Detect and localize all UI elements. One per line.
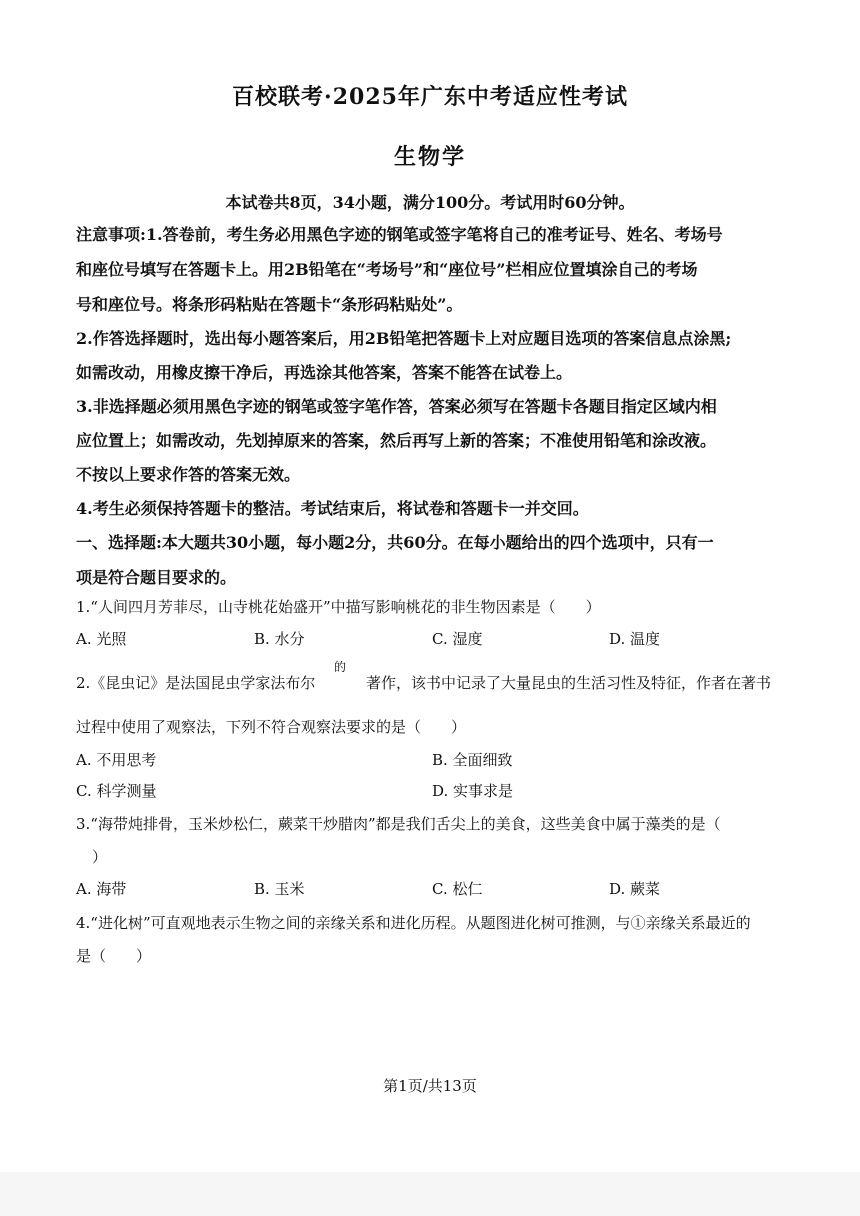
question-3-option-d: D. 蕨菜 [609, 880, 661, 898]
question-1-option-d: D. 温度 [609, 630, 661, 648]
notice-line: 如需改动，用橡皮擦干净后，再选涂其他答案，答案不能答在试卷上。 [76, 363, 573, 382]
notice-line: 4.考生必须保持答题卡的整洁。考试结束后，将试卷和答题卡一并交回。 [76, 499, 589, 518]
question-1-option-c: C. 湿度 [432, 630, 483, 648]
page-bottom-margin [0, 1172, 860, 1216]
question-3-option-b: B. 玉米 [254, 880, 305, 898]
question-2-option-c: C. 科学测量 [76, 782, 157, 800]
question-2-stem-de: 的 [334, 660, 347, 674]
question-4-stem-line2: 是（ ） [76, 947, 152, 965]
section-heading-cont: 项是符合题目要求的。 [76, 568, 237, 587]
question-2-stem-line2: 过程中使用了观察法，下列不符合观察法要求的是（ ） [76, 718, 467, 736]
question-3-stem: 3.“海带炖排骨，玉米炒松仁，蕨菜干炒腊肉”都是我们舌尖上的美食，这些美食中属于藻类的是（ [76, 815, 721, 833]
notice-line: 2.作答选择题时，选出每小题答案后，用2B铅笔把答题卡上对应题目选项的答案信息点涂黑; [76, 329, 732, 348]
page-number: 第1页/共13页 [383, 1077, 477, 1095]
notice-line: 注意事项:1.答卷前，考生务必用黑色字迹的钢笔或签字笔将自己的准考证号、姓名、考场号 [76, 225, 723, 244]
notice-line: 和座位号填写在答题卡上。用2B铅笔在“考场号”和“座位号”栏相应位置填涂自己的考场 [76, 260, 698, 279]
question-2-option-d: D. 实事求是 [432, 782, 514, 800]
question-2-option-b: B. 全面细致 [432, 751, 513, 769]
notice-line: 应位置上；如需改动，先划掉原来的答案，然后再写上新的答案；不准使用铅笔和涂改液。 [76, 431, 717, 450]
question-3-stem-close: ） [92, 848, 108, 866]
question-3-option-c: C. 松仁 [432, 880, 483, 898]
exam-title: 百校联考·2025年广东中考适应性考试 [232, 84, 628, 110]
question-2-option-a: A. 不用思考 [76, 751, 157, 769]
notice-line: 3.非选择题必须用黑色字迹的钢笔或签字笔作答，答案必须写在答题卡各题目指定区域内相 [76, 397, 717, 416]
question-2-stem-part1: 2.《昆虫记》是法国昆虫学家法布尔 [76, 674, 316, 692]
question-1-stem: 1.“人间四月芳菲尽，山寺桃花始盛开”中描写影响桃花的非生物因素是（ ） [76, 598, 601, 616]
exam-info: 本试卷共8页，34小题，满分100分。考试用时60分钟。 [225, 193, 635, 212]
notice-line: 号和座位号。将条形码粘贴在答题卡“条形码粘贴处”。 [76, 295, 463, 314]
subject-title: 生物学 [393, 144, 466, 170]
question-4-stem: 4.“进化树”可直观地表示生物之间的亲缘关系和进化历程。从题图进化树可推测，与①亲缘关系最近的 [76, 914, 751, 932]
notice-line: 不按以上要求作答的答案无效。 [76, 465, 301, 484]
question-3-option-a: A. 海带 [76, 880, 127, 898]
question-1-option-a: A. 光照 [76, 630, 127, 648]
question-1-option-b: B. 水分 [254, 630, 305, 648]
question-2-stem-part2: 著作，该书中记录了大量昆虫的生活习性及特征，作者在著书 [366, 674, 772, 692]
section-heading: 一、选择题:本大题共30小题，每小题2分，共60分。在每小题给出的四个选项中，只有一 [76, 533, 714, 552]
